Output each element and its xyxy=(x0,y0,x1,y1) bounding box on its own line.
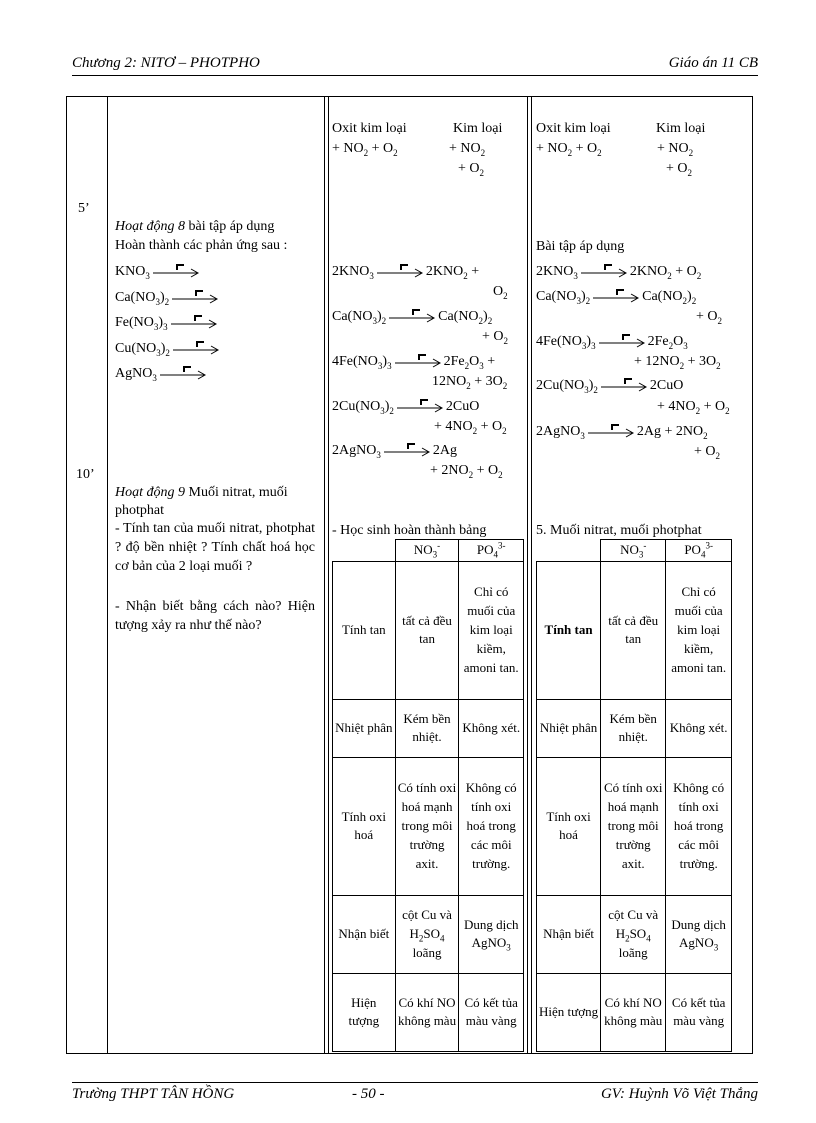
row-label: Hiện tượng xyxy=(333,973,396,1051)
reactant-feno3: $Fe(NO_3)_3$ xyxy=(115,314,220,332)
reactant-agno3: AgNO$_3$ xyxy=(115,365,209,383)
hd8-instruction: Hoàn thành các phản ứng sau : xyxy=(115,238,288,253)
board-rxn-feno3: $4Fe(NO_3)_3$ $2Fe_2O_3$ xyxy=(536,334,688,351)
col-header-no3: $NO_3^-$ xyxy=(601,540,666,562)
header-right: Giáo án 11 CB xyxy=(668,55,758,71)
table-row xyxy=(537,540,732,562)
table-row: Hiện tượng Có khí NO không màu Có kết tủa màu vàng xyxy=(537,973,732,1051)
table-row: Tính tan tất cả đều tan Chỉ có muối của kim loại kiềm, amoni tan. xyxy=(537,561,732,699)
salt-table-student xyxy=(332,539,524,1052)
board-rxn-agno3-2: + $O_2$ xyxy=(694,444,721,461)
reaction-arrow-icon xyxy=(599,336,645,348)
col-header-po4: $PO_4^{3-}$ xyxy=(666,540,732,562)
reaction-arrow-icon xyxy=(588,426,634,438)
reactant-kno3: $KNO_3$ xyxy=(115,263,202,281)
board-rxn-cuno3-2: + $4NO_2 + O_2$ xyxy=(657,399,730,416)
reaction-arrow-icon xyxy=(384,445,430,457)
reaction-arrow-icon xyxy=(173,343,219,355)
hd9-title: Hoạt động 9 Muối nitrat, muối xyxy=(115,485,288,500)
rxn-cano3-o2: + $O_2$ xyxy=(482,329,509,346)
reaction-arrow-icon xyxy=(172,292,218,304)
footer-rule xyxy=(72,1082,758,1083)
col-header-po4: $PO_4^{3-}$ xyxy=(459,540,524,562)
table-row: Nhận biết cột Cu và $H_2SO_4$ loãng Dung dịch AgNO$_3$ xyxy=(537,895,732,973)
reaction-arrow-icon xyxy=(395,356,441,368)
hd9-question-2: - Nhận biết bằng cách nào? Hiện tượng xảy ra như thế nào? xyxy=(115,599,315,633)
col-divider-1 xyxy=(107,96,108,1053)
row-label: Tính tan xyxy=(333,561,396,699)
table-row: Nhiệt phân Kém bền nhiệt. Không xét. xyxy=(333,699,524,757)
rxn-kno3: $2KNO_3$ $2KNO_2$ + xyxy=(332,264,480,281)
board-rxn-feno3-2: + $12NO_2 + 3O_2$ xyxy=(634,354,721,371)
reactant-cuno3: $Cu(NO_3)_2$ xyxy=(115,340,222,358)
reaction-arrow-icon xyxy=(389,311,435,323)
rxn-cuno3: $2Cu(NO_3)_2$ 2CuO xyxy=(332,399,480,416)
rxn-cano3: $Ca(NO_3)_2$ $Ca(NO_2)_2$ xyxy=(332,309,493,326)
board-rxn-cuno3: $2Cu(NO_3)_2$ 2CuO xyxy=(536,378,684,395)
footer-right: GV: Huỳnh Võ Việt Thắng xyxy=(600,1086,758,1102)
rxn-kno3-o2: $O_2$ xyxy=(493,284,508,301)
board-rxn-cano3-o2: + $O_2$ xyxy=(696,309,723,326)
table-row: Tính oxi hoá Có tính oxi hoá mạnh trong môi trường axit. Không có tính oxi hoá trong các môi trường. xyxy=(537,757,732,895)
reaction-arrow-icon xyxy=(601,380,647,392)
oxit-products: + $NO_2 + O_2$ xyxy=(332,141,398,158)
page-number: - 50 - xyxy=(352,1086,385,1102)
kimloai-products-1: + $NO_2$ xyxy=(449,141,486,158)
oxit-label: Oxit kim loại xyxy=(332,121,407,136)
reaction-arrow-icon xyxy=(171,317,217,329)
col-header-no3: $NO_3^-$ xyxy=(395,540,459,562)
col-divider-3b xyxy=(531,96,532,1053)
reactant-cano3: $Ca(NO_3)_2$ xyxy=(115,289,221,307)
col-divider-3 xyxy=(527,96,528,1053)
row-label: Nhận biết xyxy=(333,895,396,973)
table-row: Tính tan tất cả đều tan Chỉ có muối của kim loại kiềm, amoni tan. xyxy=(333,561,524,699)
kimloai-products-board-1: + $NO_2$ xyxy=(657,141,694,158)
header-rule xyxy=(72,75,758,76)
board-rxn-agno3: 2AgNO$_3$ $2Ag + 2NO_2$ xyxy=(536,424,708,441)
kimloai-label-board: Kim loại xyxy=(656,121,706,136)
row-label: Nhận biết xyxy=(537,895,601,973)
reaction-arrow-icon xyxy=(160,368,206,380)
reaction-arrow-icon xyxy=(377,266,423,278)
board-rxn-kno3: $2KNO_3$ $2KNO_2 + O_2$ xyxy=(536,264,702,281)
rxn-cuno3-2: + $4NO_2 + O_2$ xyxy=(434,419,507,436)
footer-left: Trường THPT TÂN HỒNG xyxy=(72,1086,235,1102)
rxn-agno3: 2AgNO$_3$ 2Ag xyxy=(332,443,457,460)
oxit-products-board: + $NO_2 + O_2$ xyxy=(536,141,602,158)
board-title: Bài tập áp dụng xyxy=(536,239,625,254)
kimloai-products-board-2: + $O_2$ xyxy=(666,161,693,178)
row-label: Hiện tượng xyxy=(537,973,601,1051)
reaction-arrow-icon xyxy=(593,291,639,303)
kimloai-label: Kim loại xyxy=(453,121,503,136)
rxn-agno3-2: + $2NO_2 + O_2$ xyxy=(430,463,503,480)
board-section-title: 5. Muối nitrat, muối photphat xyxy=(536,523,702,538)
rxn-feno3: $4Fe(NO_3)_3$ $2Fe_2O_3$ + xyxy=(332,354,496,371)
salt-table-board xyxy=(536,539,732,1052)
hd8-title: Hoạt động 8 bài tập áp dụng xyxy=(115,219,275,234)
reaction-arrow-icon xyxy=(581,266,627,278)
table-row xyxy=(333,540,524,562)
reaction-arrow-icon xyxy=(397,401,443,413)
table-row: Nhiệt phân Kém bền nhiệt. Không xét. xyxy=(537,699,732,757)
table-row: Tính oxi hoá Có tính oxi hoá mạnh trong môi trường axit. Không có tính oxi hoá trong các môi trường. xyxy=(333,757,524,895)
table-row: Nhận biết cột Cu và $H_2SO_4$ loãng Dung dịch AgNO$_3$ xyxy=(333,895,524,973)
col-divider-2 xyxy=(324,96,325,1053)
row-label: Nhiệt phân xyxy=(333,699,396,757)
row-label: Tính tan xyxy=(537,561,601,699)
hd9-title-2: photphat xyxy=(115,503,164,518)
table-row: Hiện tượng Có khí NO không màu Có kết tủa màu vàng xyxy=(333,973,524,1051)
student-intro: - Học sinh hoàn thành bảng xyxy=(332,523,487,538)
col-divider-2b xyxy=(328,96,329,1053)
oxit-label-board: Oxit kim loại xyxy=(536,121,611,136)
row-label: Nhiệt phân xyxy=(537,699,601,757)
reaction-arrow-icon xyxy=(153,266,199,278)
hd9-question-1: - Tính tan của muối nitrat, photphat ? độ bền nhiệt ? Tính chất hoá học cơ bản của 2 loại muối ? xyxy=(115,521,315,574)
time-5: 5’ xyxy=(78,201,90,216)
rxn-feno3-2: $12NO_2 + 3O_2$ xyxy=(432,374,508,391)
board-rxn-cano3: $Ca(NO_3)_2$ $Ca(NO_2)_2$ xyxy=(536,289,697,306)
header-left: Chương 2: NITƠ – PHOTPHO xyxy=(72,55,260,71)
time-10: 10’ xyxy=(76,467,95,482)
row-label: Tính oxi hoá xyxy=(537,757,601,895)
row-label: Tính oxi hoá xyxy=(333,757,396,895)
kimloai-products-2: + $O_2$ xyxy=(458,161,485,178)
